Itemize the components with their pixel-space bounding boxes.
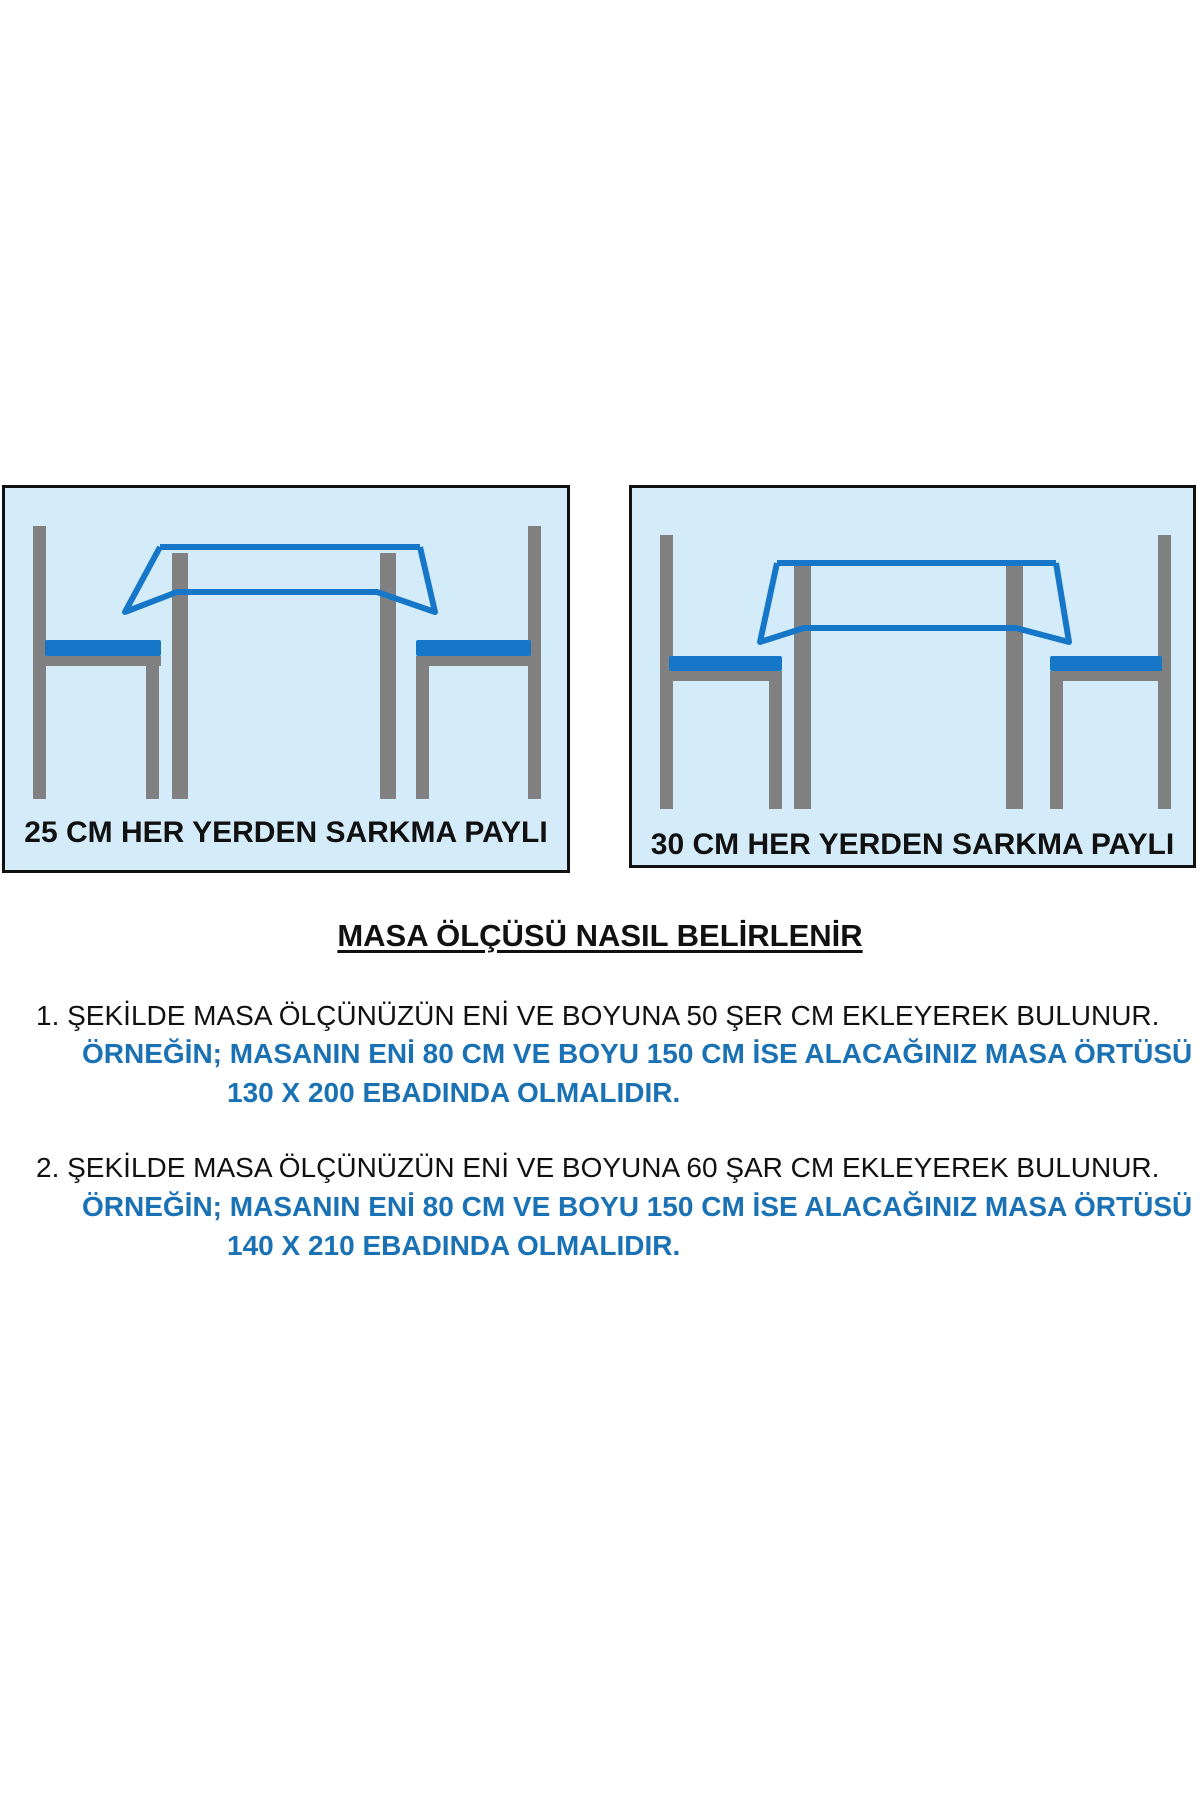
- right-chair-icon: [1050, 535, 1171, 809]
- table-illustration-30cm: [632, 488, 1193, 865]
- right-chair-icon: [416, 526, 541, 799]
- page-heading: MASA ÖLÇÜSÜ NASIL BELİRLENİR: [337, 918, 863, 953]
- left-chair-icon: [660, 535, 782, 809]
- diagram-panel-25cm: [2, 485, 570, 873]
- left-chair-icon: [33, 526, 161, 799]
- step-1-text: 1. ŞEKİLDE MASA ÖLÇÜNÜZÜN ENİ VE BOYUNA 50 ŞER CM EKLEYEREK BULUNUR.: [36, 1000, 1160, 1031]
- panel-caption: 25 CM HER YERDEN SARKMA PAYLI: [24, 816, 548, 849]
- table-legs-icon: [794, 566, 1023, 809]
- step-2-example-line-2: 140 X 210 EBADINDA OLMALIDIR.: [227, 1230, 681, 1261]
- step-1-example-line-2: 130 X 200 EBADINDA OLMALIDIR.: [227, 1077, 681, 1108]
- diagram-panel-30cm: [629, 485, 1196, 868]
- step-1-example-line-1: ÖRNEĞİN; MASANIN ENİ 80 CM VE BOYU 150 CM İSE ALACAĞINIZ MASA ÖRTÜSÜ: [82, 1038, 1193, 1069]
- table-illustration-25cm: [5, 488, 567, 870]
- panel-caption: 30 CM HER YERDEN SARKMA PAYLI: [650, 828, 1175, 861]
- step-2-text: 2. ŞEKİLDE MASA ÖLÇÜNÜZÜN ENİ VE BOYUNA 60 ŞAR CM EKLEYEREK BULUNUR.: [36, 1152, 1160, 1183]
- step-2-example-line-1: ÖRNEĞİN; MASANIN ENİ 80 CM VE BOYU 150 CM İSE ALACAĞINIZ MASA ÖRTÜSÜ: [82, 1191, 1193, 1222]
